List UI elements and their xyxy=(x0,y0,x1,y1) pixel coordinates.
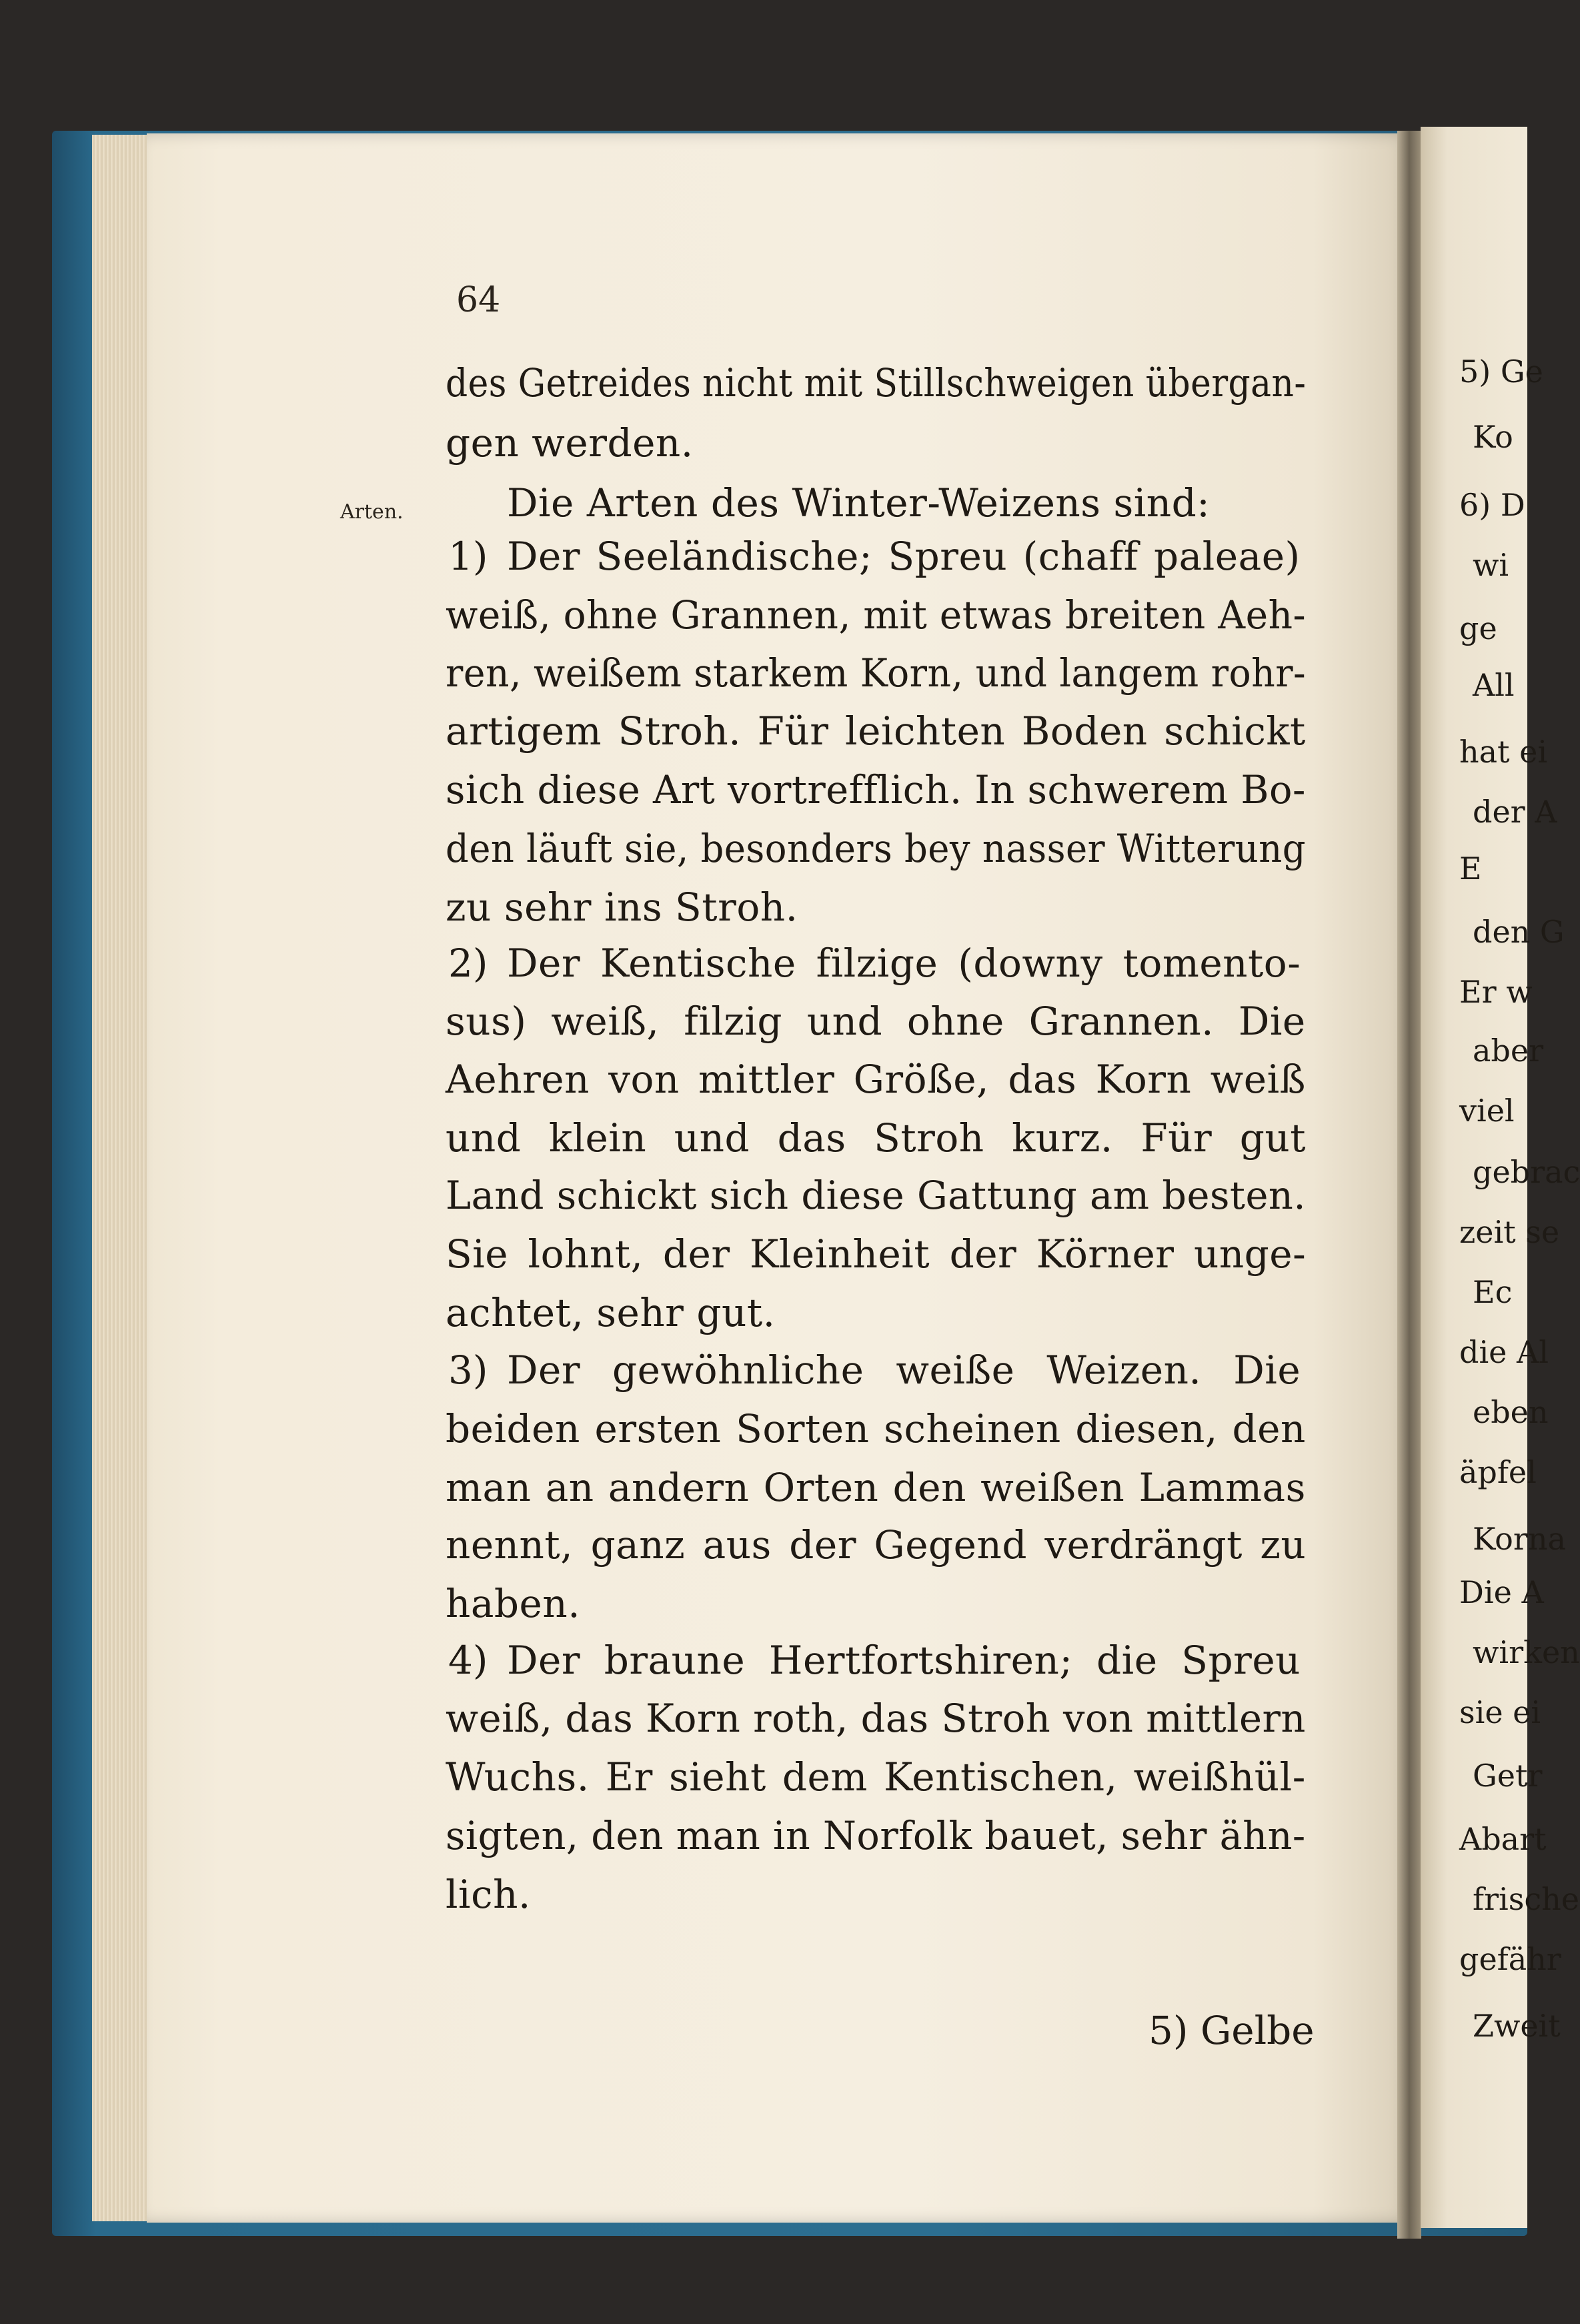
right-page-line: Die A xyxy=(1459,1574,1544,1610)
right-page-line: wirken xyxy=(1473,1634,1580,1670)
text-line: beiden ersten Sorten scheinen diesen, den xyxy=(446,1406,1306,1451)
text-line: gen werden. xyxy=(446,420,694,466)
right-page-line: den G xyxy=(1473,914,1565,950)
text-line: Der Seeländische; Spreu (chaff paleae) xyxy=(507,534,1301,579)
item-number: 4) xyxy=(448,1638,488,1683)
item-number: 1) xyxy=(448,534,488,579)
text-line: sus) weiß, filzig und ohne Grannen. Die xyxy=(446,999,1306,1044)
text-line: weiß, das Korn roth, das Stroh von mittlern xyxy=(446,1696,1306,1741)
text-line: sich diese Art vortrefflich. In schwerem Bo- xyxy=(446,767,1306,812)
text-line: Der gewöhnliche weiße Weizen. Die xyxy=(507,1347,1301,1393)
right-page-line: wi xyxy=(1473,547,1509,583)
right-page-line: zeit se xyxy=(1459,1214,1560,1250)
catchword: 5) Gelbe xyxy=(1148,2008,1315,2053)
text-line: Land schickt sich diese Gattung am besten. xyxy=(446,1173,1307,1218)
right-page-line: Abart xyxy=(1459,1821,1547,1857)
right-page-line: Getr xyxy=(1473,1758,1543,1794)
right-page-line: Ec xyxy=(1473,1274,1513,1310)
text-line: Aehren von mittler Größe, das Korn weiß xyxy=(446,1057,1306,1102)
right-page-partial xyxy=(1421,127,1580,2228)
right-page-line: Korna xyxy=(1473,1521,1566,1557)
right-page-line: die Al xyxy=(1459,1334,1549,1370)
text-line: den läuft sie, besonders bey nasser Witterung xyxy=(446,826,1307,871)
right-page-line: aber xyxy=(1473,1033,1544,1069)
text-line: man an andern Orten den weißen Lammas xyxy=(446,1465,1306,1510)
right-page-line: Ko xyxy=(1473,419,1513,455)
book-gutter xyxy=(1397,131,1421,2239)
item-number: 2) xyxy=(448,941,488,986)
marginal-note: Arten. xyxy=(340,500,404,524)
right-page-line: viel xyxy=(1459,1093,1515,1129)
right-page-line: ge xyxy=(1459,610,1497,646)
text-line: achtet, sehr gut. xyxy=(446,1290,776,1335)
text-line: haben. xyxy=(446,1581,581,1626)
right-page-line: äpfel xyxy=(1459,1454,1537,1490)
right-page-line: eben xyxy=(1473,1394,1549,1430)
page-number: 64 xyxy=(456,280,501,320)
right-page-line: hat ei xyxy=(1459,734,1548,770)
item-number: 3) xyxy=(448,1347,488,1393)
text-line: Der Kentische filzige (downy tomento- xyxy=(507,941,1301,986)
text-line: Wuchs. Er sieht dem Kentischen, weißhül- xyxy=(446,1754,1306,1800)
text-line: Die Arten des Winter-Weizens sind: xyxy=(507,480,1211,526)
text-line: Der braune Hertfortshiren; die Spreu xyxy=(507,1638,1301,1683)
text-line: des Getreides nicht mit Stillschweigen übergan- xyxy=(446,360,1307,406)
right-page-line: sie ei xyxy=(1459,1694,1541,1730)
text-line: ren, weißem starkem Korn, und langem rohr- xyxy=(446,650,1307,696)
text-line: sigten, den man in Norfolk bauet, sehr ähn- xyxy=(446,1813,1306,1858)
right-page-line: gebrac xyxy=(1473,1154,1580,1190)
right-page-line: All xyxy=(1473,667,1515,703)
right-page-line: Zweit xyxy=(1473,2008,1561,2044)
text-line: Sie lohnt, der Kleinheit der Körner unge- xyxy=(446,1231,1307,1277)
right-page-line: frische xyxy=(1473,1881,1579,1917)
text-line: nennt, ganz aus der Gegend verdrängt zu xyxy=(446,1522,1307,1568)
right-page-line: 5) Ge xyxy=(1459,354,1543,390)
right-page-line: 6) D xyxy=(1459,487,1525,523)
right-page-line: E xyxy=(1459,850,1482,887)
text-line: und klein und das Stroh kurz. Für gut xyxy=(446,1115,1306,1161)
text-line: lich. xyxy=(446,1872,531,1917)
right-page-line: der A xyxy=(1473,794,1557,830)
right-page-line: gefähr xyxy=(1459,1941,1561,1977)
right-page-line: Er w xyxy=(1459,974,1533,1010)
text-line: zu sehr ins Stroh. xyxy=(446,885,798,930)
text-line: weiß, ohne Grannen, mit etwas breiten Aeh- xyxy=(446,592,1307,638)
text-line: artigem Stroh. Für leichten Boden schickt xyxy=(446,708,1306,754)
